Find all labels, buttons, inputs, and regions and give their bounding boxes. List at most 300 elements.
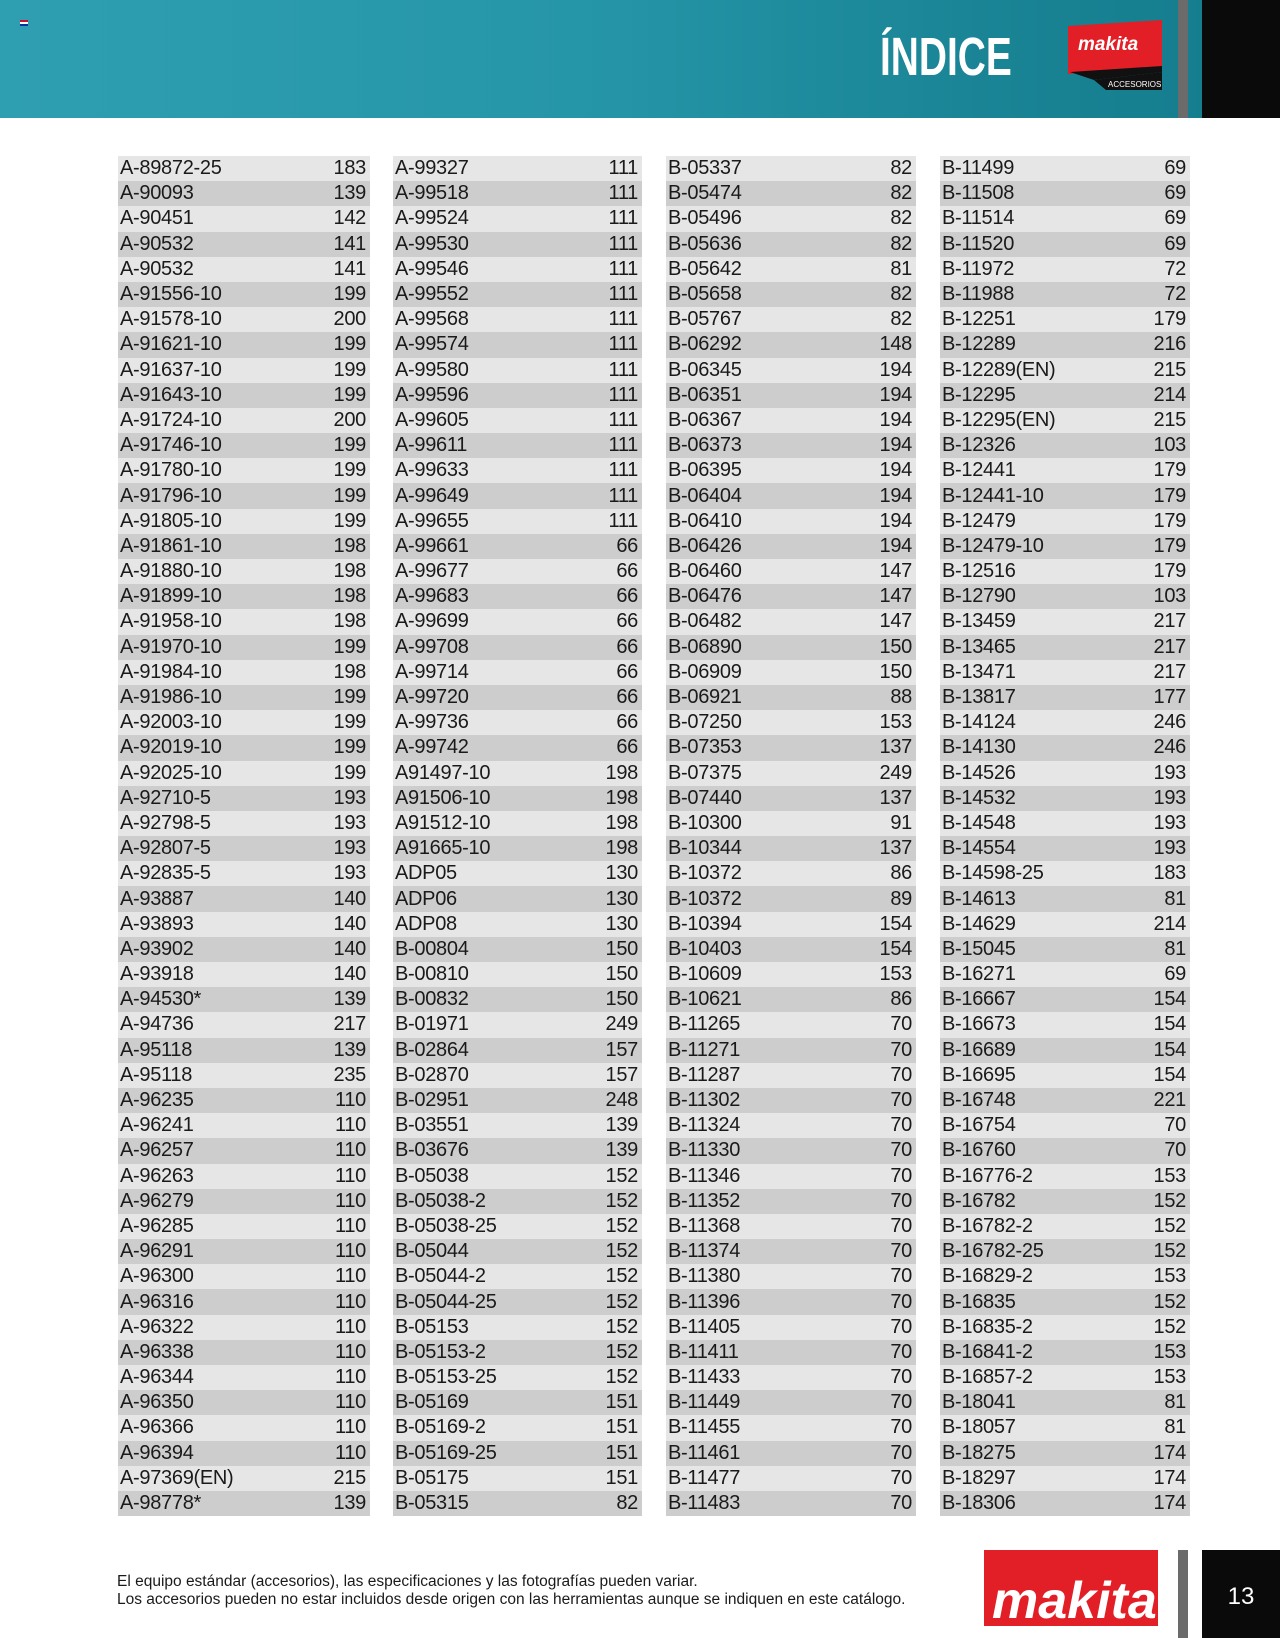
item-code: A-99518 <box>395 182 469 205</box>
item-code: B-05169-2 <box>395 1416 486 1439</box>
item-code: A-96263 <box>120 1164 194 1187</box>
item-code: A-91970-10 <box>120 635 222 658</box>
item-page: 70 <box>890 1214 912 1237</box>
index-row <box>393 1491 642 1516</box>
item-page: 179 <box>1153 459 1186 482</box>
index-row <box>393 735 642 760</box>
item-code: B-05038-25 <box>395 1214 497 1237</box>
item-page: 217 <box>333 1013 366 1036</box>
item-page: 72 <box>1164 283 1186 306</box>
index-row <box>118 1441 370 1466</box>
item-code: B-12289(EN) <box>942 358 1056 381</box>
index-row <box>940 534 1190 559</box>
item-page: 70 <box>890 1492 912 1515</box>
index-row <box>393 660 642 685</box>
item-page: 111 <box>608 182 638 205</box>
item-code: A-93918 <box>120 963 194 986</box>
item-page: 179 <box>1153 509 1186 532</box>
item-page: 174 <box>1153 1466 1186 1489</box>
item-page: 89 <box>890 887 912 910</box>
item-code: B-06921 <box>668 686 742 709</box>
item-page: 70 <box>890 1038 912 1061</box>
item-code: A-96235 <box>120 1089 194 1112</box>
item-page: 69 <box>1164 182 1186 205</box>
index-row <box>393 1038 642 1063</box>
item-page: 88 <box>890 686 912 709</box>
item-page: 198 <box>605 837 638 860</box>
language-flag-icon[interactable] <box>20 20 28 26</box>
item-code: B-11449 <box>668 1391 741 1414</box>
item-code: A-92835-5 <box>120 862 211 885</box>
index-row <box>118 1390 370 1415</box>
index-row <box>393 332 642 357</box>
item-page: 194 <box>879 434 912 457</box>
index-row <box>940 282 1190 307</box>
index-row <box>118 206 370 231</box>
item-code: B-10300 <box>668 811 742 834</box>
item-page: 70 <box>890 1441 912 1464</box>
item-code: A-96322 <box>120 1315 194 1338</box>
index-row <box>940 1113 1190 1138</box>
item-code: B-12326 <box>942 434 1016 457</box>
item-code: A-99708 <box>395 635 469 658</box>
index-row <box>940 584 1190 609</box>
index-row <box>666 937 916 962</box>
index-row <box>118 609 370 634</box>
item-page: 103 <box>1153 434 1186 457</box>
item-page: 152 <box>605 1265 638 1288</box>
item-page: 183 <box>1153 862 1186 885</box>
item-page: 200 <box>333 308 366 331</box>
item-page: 81 <box>890 257 912 280</box>
item-code: A-91796-10 <box>120 484 222 507</box>
index-row <box>393 483 642 508</box>
item-code: A-92710-5 <box>120 786 211 809</box>
item-code: B-11499 <box>942 157 1015 180</box>
item-page: 198 <box>605 811 638 834</box>
item-page: 110 <box>335 1290 366 1313</box>
index-row <box>393 1063 642 1088</box>
item-page: 198 <box>333 660 366 683</box>
index-row <box>666 962 916 987</box>
item-code: A-98778* <box>120 1492 201 1515</box>
item-code: B-05038-2 <box>395 1189 486 1212</box>
index-row <box>666 307 916 332</box>
makita-accesorios-logo <box>1066 20 1164 90</box>
item-page: 66 <box>616 635 638 658</box>
item-code: A-99546 <box>395 257 469 280</box>
index-column-3 <box>666 156 916 1516</box>
item-code: A-91643-10 <box>120 383 222 406</box>
item-code: B-11380 <box>668 1265 741 1288</box>
index-row <box>118 408 370 433</box>
item-page: 217 <box>1153 610 1186 633</box>
index-row <box>118 232 370 257</box>
item-page: 86 <box>890 862 912 885</box>
index-row <box>666 232 916 257</box>
index-row <box>940 1289 1190 1314</box>
item-page: 140 <box>333 937 366 960</box>
item-code: ADP05 <box>395 862 457 885</box>
item-code: B-14598-25 <box>942 862 1044 885</box>
item-page: 139 <box>333 1492 366 1515</box>
item-page: 110 <box>335 1164 366 1187</box>
logo-sub-text: ACCESORIOS <box>1108 80 1162 89</box>
item-code: B-07250 <box>668 711 742 734</box>
item-page: 70 <box>890 1063 912 1086</box>
index-row <box>118 156 370 181</box>
item-page: 194 <box>879 509 912 532</box>
index-row <box>940 383 1190 408</box>
item-page: 153 <box>1153 1265 1186 1288</box>
index-row <box>118 1289 370 1314</box>
item-page: 221 <box>1153 1089 1186 1112</box>
footer-line-2: Los accesorios pueden no estar incluidos desde origen con las herramientas aunque se indiquen en este catálogo. <box>117 1591 906 1608</box>
item-page: 110 <box>335 1416 366 1439</box>
item-code: A-94736 <box>120 1013 194 1036</box>
item-page: 214 <box>1153 383 1186 406</box>
item-code: A-99552 <box>395 283 469 306</box>
item-code: B-05767 <box>668 308 742 331</box>
item-code: B-06890 <box>668 635 742 658</box>
index-row <box>666 1239 916 1264</box>
index-row <box>666 1441 916 1466</box>
item-code: B-11433 <box>668 1366 741 1389</box>
item-page: 110 <box>335 1340 366 1363</box>
index-row <box>940 509 1190 534</box>
item-code: B-16835-2 <box>942 1315 1033 1338</box>
item-page: 147 <box>879 560 912 583</box>
item-page: 130 <box>605 862 638 885</box>
item-page: 198 <box>605 786 638 809</box>
index-row <box>118 1415 370 1440</box>
index-row <box>666 1088 916 1113</box>
header-black-block <box>1202 0 1280 118</box>
item-code: B-05337 <box>668 157 742 180</box>
index-row <box>118 1063 370 1088</box>
index-row <box>393 1012 642 1037</box>
index-row <box>940 1063 1190 1088</box>
item-code: A91506-10 <box>395 786 491 809</box>
index-row <box>940 483 1190 508</box>
item-page: 141 <box>333 257 366 280</box>
index-row <box>666 886 916 911</box>
item-code: B-14548 <box>942 811 1016 834</box>
index-row <box>666 735 916 760</box>
item-page: 153 <box>1153 1366 1186 1389</box>
item-page: 147 <box>879 585 912 608</box>
item-page: 70 <box>890 1416 912 1439</box>
index-row <box>666 534 916 559</box>
item-code: B-10609 <box>668 963 742 986</box>
index-row <box>393 1138 642 1163</box>
index-row <box>393 937 642 962</box>
item-code: B-11508 <box>942 182 1015 205</box>
index-row <box>666 1164 916 1189</box>
item-code: A-93902 <box>120 937 194 960</box>
index-row <box>940 1239 1190 1264</box>
item-page: 199 <box>333 711 366 734</box>
item-code: B-11483 <box>668 1492 741 1515</box>
item-code: B-11988 <box>942 283 1015 306</box>
item-page: 174 <box>1153 1492 1186 1515</box>
item-page: 193 <box>333 786 366 809</box>
item-page: 152 <box>605 1164 638 1187</box>
index-row <box>940 735 1190 760</box>
index-row <box>940 912 1190 937</box>
index-row <box>118 483 370 508</box>
index-row <box>666 1038 916 1063</box>
index-row <box>666 433 916 458</box>
index-row <box>393 1441 642 1466</box>
item-code: B-16782 <box>942 1189 1016 1212</box>
index-row <box>393 836 642 861</box>
index-row <box>666 483 916 508</box>
item-code: A-96366 <box>120 1416 194 1439</box>
index-row <box>118 660 370 685</box>
item-page: 110 <box>335 1240 366 1263</box>
item-page: 70 <box>890 1089 912 1112</box>
index-row <box>118 307 370 332</box>
index-row <box>393 257 642 282</box>
index-row <box>940 1491 1190 1516</box>
index-row <box>940 987 1190 1012</box>
index-row <box>393 886 642 911</box>
item-code: ADP08 <box>395 912 457 935</box>
item-code: A91512-10 <box>395 811 491 834</box>
item-page: 82 <box>890 157 912 180</box>
item-page: 82 <box>890 308 912 331</box>
footer-line-1: El equipo estándar (accesorios), las especificaciones y las fotografías pueden variar. <box>117 1573 698 1590</box>
item-code: B-16673 <box>942 1013 1016 1036</box>
item-page: 152 <box>605 1315 638 1338</box>
index-row <box>666 1138 916 1163</box>
index-row <box>118 584 370 609</box>
item-page: 110 <box>335 1441 366 1464</box>
index-row <box>940 937 1190 962</box>
item-page: 152 <box>605 1240 638 1263</box>
index-row <box>118 710 370 735</box>
item-code: A-99714 <box>395 660 469 683</box>
index-row <box>393 1390 642 1415</box>
index-row <box>666 660 916 685</box>
item-page: 152 <box>605 1290 638 1313</box>
index-row <box>118 761 370 786</box>
item-page: 153 <box>1153 1340 1186 1363</box>
index-row <box>666 1415 916 1440</box>
index-row <box>940 1189 1190 1214</box>
item-page: 151 <box>605 1466 638 1489</box>
item-code: B-11972 <box>942 257 1015 280</box>
item-code: B-11411 <box>668 1340 739 1363</box>
index-row <box>940 1264 1190 1289</box>
index-row <box>666 559 916 584</box>
index-row <box>940 609 1190 634</box>
item-code: B-10621 <box>668 988 742 1011</box>
item-code: B-06909 <box>668 660 742 683</box>
item-page: 194 <box>879 534 912 557</box>
index-row <box>118 635 370 660</box>
index-row <box>666 1264 916 1289</box>
item-code: A-96257 <box>120 1139 194 1162</box>
item-page: 70 <box>890 1164 912 1187</box>
index-row <box>666 1063 916 1088</box>
item-code: B-11271 <box>668 1038 741 1061</box>
item-page: 70 <box>890 1315 912 1338</box>
item-code: B-06482 <box>668 610 742 633</box>
item-page: 139 <box>333 182 366 205</box>
index-row <box>666 1113 916 1138</box>
item-page: 199 <box>333 484 366 507</box>
item-code: B-14532 <box>942 786 1016 809</box>
item-page: 110 <box>335 1214 366 1237</box>
item-page: 70 <box>1164 1139 1186 1162</box>
item-code: A-91984-10 <box>120 660 222 683</box>
index-row <box>393 761 642 786</box>
item-page: 110 <box>335 1265 366 1288</box>
item-page: 91 <box>890 811 912 834</box>
index-row <box>118 458 370 483</box>
item-page: 193 <box>333 811 366 834</box>
item-page: 174 <box>1153 1441 1186 1464</box>
item-page: 183 <box>333 157 366 180</box>
index-row <box>940 1315 1190 1340</box>
item-page: 81 <box>1164 1416 1186 1439</box>
index-row <box>393 635 642 660</box>
index-row <box>393 987 642 1012</box>
item-page: 111 <box>608 358 638 381</box>
item-page: 198 <box>333 610 366 633</box>
item-page: 199 <box>333 283 366 306</box>
item-code: A-94530* <box>120 988 201 1011</box>
item-page: 66 <box>616 660 638 683</box>
item-code: B-13465 <box>942 635 1016 658</box>
item-code: B-06292 <box>668 333 742 356</box>
item-page: 70 <box>890 1265 912 1288</box>
index-row <box>118 912 370 937</box>
index-row <box>393 861 642 886</box>
item-code: B-15045 <box>942 937 1016 960</box>
item-page: 153 <box>879 963 912 986</box>
item-page: 194 <box>879 459 912 482</box>
item-code: B-11330 <box>668 1139 741 1162</box>
index-row <box>666 912 916 937</box>
item-page: 139 <box>605 1114 638 1137</box>
item-page: 69 <box>1164 207 1186 230</box>
item-page: 81 <box>1164 887 1186 910</box>
item-page: 194 <box>879 383 912 406</box>
item-code: A-96300 <box>120 1265 194 1288</box>
item-code: A-91780-10 <box>120 459 222 482</box>
item-page: 70 <box>890 1366 912 1389</box>
index-row <box>393 710 642 735</box>
item-code: B-05636 <box>668 232 742 255</box>
item-code: B-12295(EN) <box>942 408 1056 431</box>
item-code: B-11346 <box>668 1164 741 1187</box>
index-row <box>118 1466 370 1491</box>
item-code: B-16667 <box>942 988 1016 1011</box>
item-code: B-00832 <box>395 988 469 1011</box>
item-code: A-99661 <box>395 534 469 557</box>
item-page: 150 <box>605 937 638 960</box>
index-row <box>393 181 642 206</box>
item-page: 137 <box>879 786 912 809</box>
item-page: 82 <box>890 283 912 306</box>
item-code: B-16782-25 <box>942 1240 1044 1263</box>
item-page: 66 <box>616 711 638 734</box>
item-code: A-91637-10 <box>120 358 222 381</box>
item-page: 193 <box>1153 786 1186 809</box>
item-code: B-05496 <box>668 207 742 230</box>
item-code: B-11302 <box>668 1089 741 1112</box>
item-code: B-16776-2 <box>942 1164 1033 1187</box>
index-row <box>393 1365 642 1390</box>
item-page: 111 <box>608 283 638 306</box>
index-row <box>666 861 916 886</box>
index-row <box>666 811 916 836</box>
item-page: 193 <box>333 837 366 860</box>
item-page: 150 <box>879 635 912 658</box>
index-row <box>666 609 916 634</box>
item-page: 199 <box>333 434 366 457</box>
item-page: 110 <box>335 1089 366 1112</box>
item-page: 111 <box>608 333 638 356</box>
index-row <box>940 635 1190 660</box>
item-page: 246 <box>1153 736 1186 759</box>
index-row <box>666 584 916 609</box>
index-row <box>393 962 642 987</box>
item-code: A-96344 <box>120 1366 194 1389</box>
item-page: 66 <box>616 534 638 557</box>
index-row <box>940 156 1190 181</box>
item-code: B-05642 <box>668 257 742 280</box>
item-code: B-05153-2 <box>395 1340 486 1363</box>
item-code: A-90451 <box>120 207 194 230</box>
index-row <box>393 1415 642 1440</box>
item-page: 110 <box>335 1189 366 1212</box>
item-page: 70 <box>890 1139 912 1162</box>
item-code: B-05315 <box>395 1492 469 1515</box>
item-code: A-96338 <box>120 1340 194 1363</box>
index-row <box>118 685 370 710</box>
index-row <box>940 1390 1190 1415</box>
item-code: A-92798-5 <box>120 811 211 834</box>
index-row <box>940 1138 1190 1163</box>
index-row <box>118 257 370 282</box>
item-page: 152 <box>1153 1189 1186 1212</box>
item-page: 179 <box>1153 534 1186 557</box>
item-code: B-06351 <box>668 383 742 406</box>
item-page: 111 <box>608 257 638 280</box>
index-row <box>940 232 1190 257</box>
item-page: 151 <box>605 1441 638 1464</box>
index-row <box>666 358 916 383</box>
item-code: A-99720 <box>395 686 469 709</box>
index-row <box>393 534 642 559</box>
index-row <box>118 1264 370 1289</box>
item-code: A-91899-10 <box>120 585 222 608</box>
item-code: A-91578-10 <box>120 308 222 331</box>
item-page: 152 <box>605 1340 638 1363</box>
item-code: B-12790 <box>942 585 1016 608</box>
index-row <box>118 1164 370 1189</box>
item-code: B-11374 <box>668 1240 741 1263</box>
index-row <box>940 861 1190 886</box>
item-code: ADP06 <box>395 887 457 910</box>
footer-brand-text: makita <box>992 1572 1157 1630</box>
index-row <box>393 509 642 534</box>
item-code: A-97369(EN) <box>120 1466 234 1489</box>
